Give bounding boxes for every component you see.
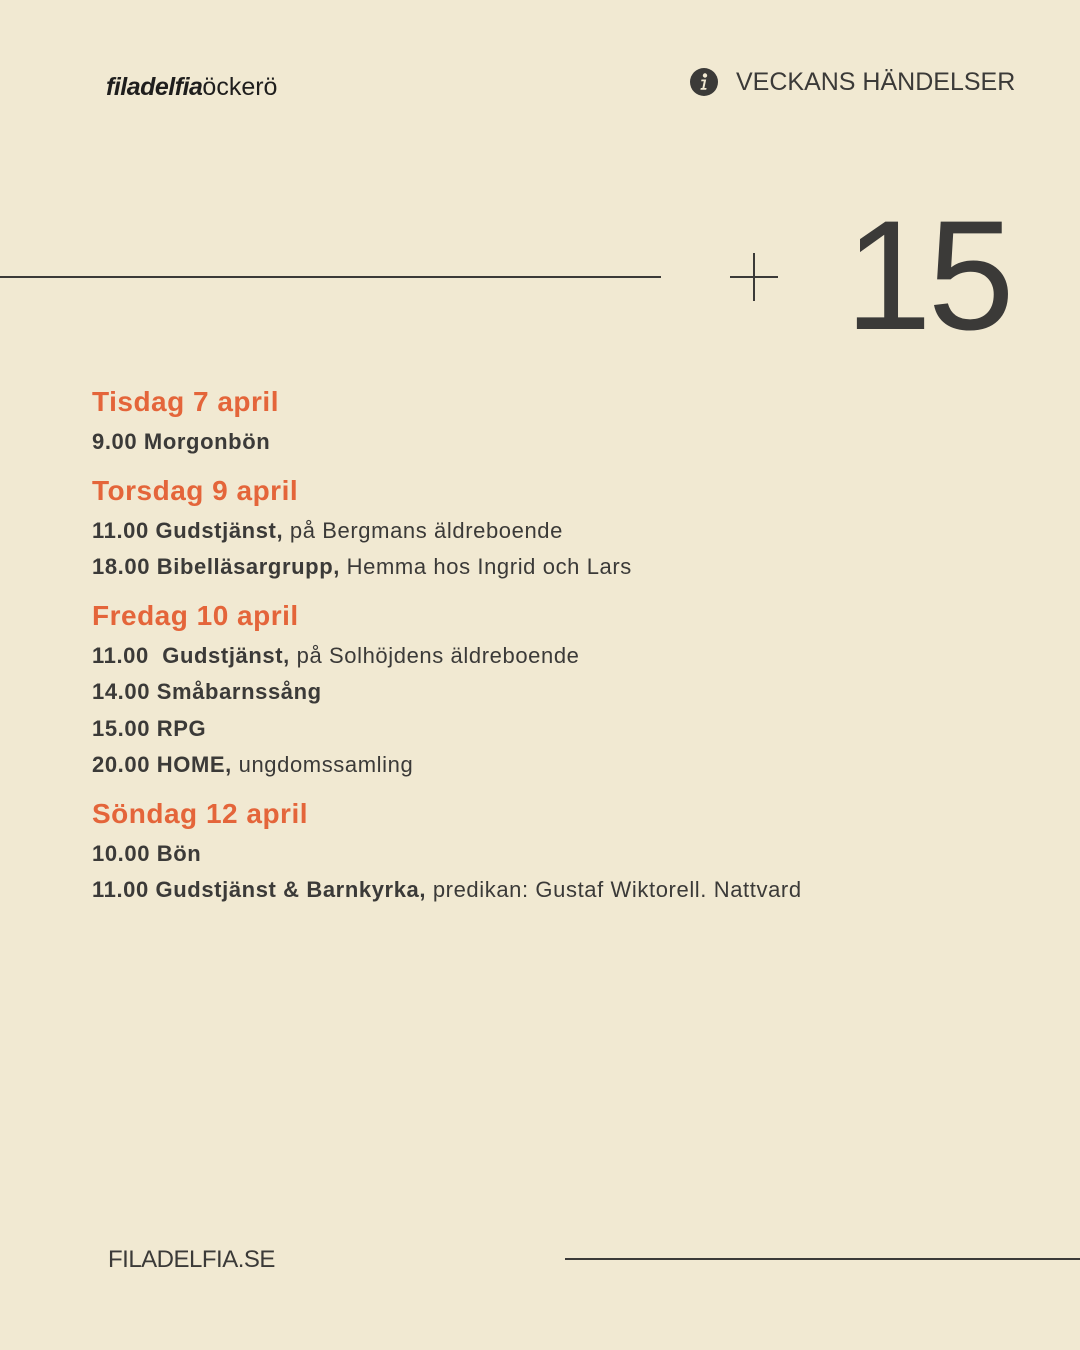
event-time-title: 14.00 Småbarnssång (92, 679, 322, 704)
event-detail: Hemma hos Ingrid och Lars (339, 554, 632, 579)
event-detail: på Solhöjdens äldreboende (289, 642, 580, 668)
event-detail: på Bergmans äldreboende (283, 517, 563, 543)
event-item (92, 424, 992, 461)
event-time-title: 10.00 Bön (92, 840, 202, 866)
top-divider (0, 276, 661, 278)
logo-bold-text: filadelfia (106, 73, 203, 101)
event-time-title: 15.00 RPG (92, 715, 207, 741)
event-detail: ungdomssamling (231, 752, 414, 777)
event-item (92, 711, 992, 748)
event-time-title: 20.00 HOME, (92, 752, 232, 777)
day-title: Tisdag 7 april (92, 386, 279, 417)
logo (106, 72, 277, 102)
day-torsdag (92, 473, 992, 586)
header-section (690, 66, 1015, 98)
event-item (92, 549, 992, 586)
bottom-divider (565, 1258, 1080, 1260)
info-icon (690, 68, 718, 96)
week-number: 15 (845, 189, 1011, 363)
event-time-title: 11.00 Gudstjänst, (92, 517, 284, 543)
event-item (92, 638, 992, 675)
schedule (92, 384, 992, 921)
event-time-title: 9.00 Morgonbön (92, 429, 271, 454)
event-item (92, 836, 992, 873)
logo-light-text: öckerö (202, 73, 278, 101)
event-time-title: 11.00 Gudstjänst & Barnkyrka, (92, 877, 427, 902)
event-item (92, 674, 992, 711)
event-detail: predikan: Gustaf Wiktorell. Nattvard (426, 877, 802, 902)
event-item (92, 747, 992, 784)
day-tisdag (92, 384, 992, 461)
event-item (92, 513, 992, 550)
day-title: Fredag 10 april (92, 599, 299, 631)
plus-icon (730, 253, 778, 301)
day-fredag (92, 598, 992, 784)
day-title: Torsdag 9 april (92, 474, 299, 506)
header-title: VECKANS HÄNDELSER (736, 67, 1016, 96)
day-sondag (92, 796, 992, 909)
website-link[interactable]: FILADELFIA.SE (108, 1246, 275, 1273)
event-time-title: 11.00 Gudstjänst, (92, 642, 290, 668)
event-item (92, 872, 992, 909)
day-title: Söndag 12 april (92, 797, 308, 829)
event-time-title: 18.00 Bibelläsargrupp, (92, 554, 340, 579)
